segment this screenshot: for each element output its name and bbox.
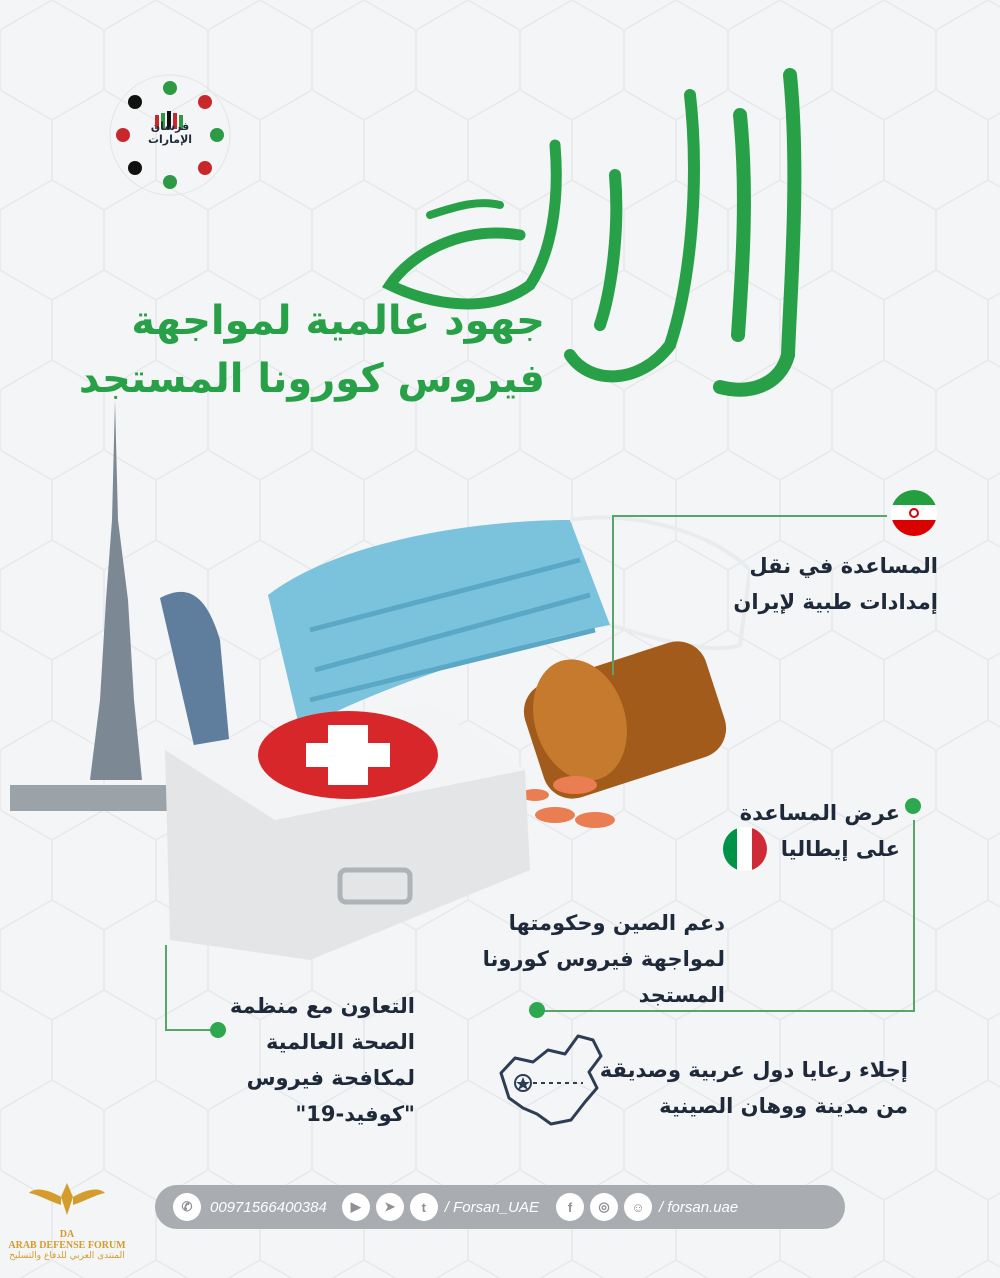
whatsapp-icon[interactable]: ✆ <box>173 1193 201 1221</box>
headline-line-2: فيروس كورونا المستجد <box>78 356 545 402</box>
forum-arabic-name: المنتدى العربي للدفاع والتسليح <box>9 1251 125 1261</box>
item-china-line2: لمواجهة فيروس كورونا <box>482 947 725 971</box>
connector-dot-italy <box>905 798 921 814</box>
item-wuhan-line1: إجلاء رعايا دول عربية وصديقة <box>599 1058 908 1082</box>
connector-right-vertical <box>913 820 915 1012</box>
item-china-line1: دعم الصين وحكومتها <box>508 911 725 935</box>
logo-name: فرسان الإمارات <box>147 120 193 146</box>
facebook-icon[interactable]: f <box>556 1193 584 1221</box>
arab-defense-forum-watermark <box>8 1175 126 1275</box>
item-who-line1: التعاون مع منظمة <box>229 994 415 1018</box>
italy-flag-icon <box>722 826 768 872</box>
twitter-icon[interactable]: t <box>410 1193 438 1221</box>
item-who <box>185 988 415 1132</box>
social-bar <box>155 1185 845 1229</box>
item-china-line3: المستجد <box>638 983 725 1007</box>
item-who-line2: الصحة العالمية <box>265 1030 415 1054</box>
connector-top-horizontal <box>612 515 887 517</box>
medical-illustration <box>10 400 750 960</box>
headline-line-1: جهود عالمية لمواجهة <box>131 298 545 344</box>
iran-flag-icon <box>891 490 937 536</box>
instagram-icon[interactable]: ◎ <box>590 1193 618 1221</box>
item-wuhan <box>578 1052 908 1124</box>
item-iran <box>678 548 938 620</box>
instagram-handle[interactable]: / forsan.uae <box>659 1198 739 1216</box>
phone-number[interactable]: 00971566400384 <box>210 1198 327 1216</box>
item-china <box>445 905 725 1013</box>
pill-bottle-image <box>516 634 734 807</box>
headline <box>75 292 545 408</box>
item-italy-line1: عرض المساعدة <box>739 801 900 825</box>
connector-left-vertical <box>165 945 167 1031</box>
forum-wings-logo <box>27 1175 107 1225</box>
telegram-icon[interactable]: ➤ <box>376 1193 404 1221</box>
item-italy <box>680 795 900 867</box>
item-italy-line2: على إيطاليا <box>780 837 900 861</box>
item-who-line3: لمكافحة فيروس <box>246 1066 415 1090</box>
item-iran-line2: إمدادات طبية لإيران <box>733 590 938 614</box>
forum-name: ARAB DEFENSE FORUM <box>8 1240 126 1251</box>
item-wuhan-line2: من مدينة ووهان الصينية <box>659 1094 908 1118</box>
item-iran-line1: المساعدة في نقل <box>749 554 938 578</box>
forum-abbr: DA <box>59 1229 75 1240</box>
connector-top-vertical <box>612 515 614 675</box>
snapchat-icon[interactable]: ☺ <box>624 1193 652 1221</box>
twitter-handle[interactable]: / Forsan_UAE <box>444 1198 540 1216</box>
item-who-line4: "كوفيد-19" <box>295 1102 415 1126</box>
youtube-icon[interactable]: ▶ <box>342 1193 370 1221</box>
